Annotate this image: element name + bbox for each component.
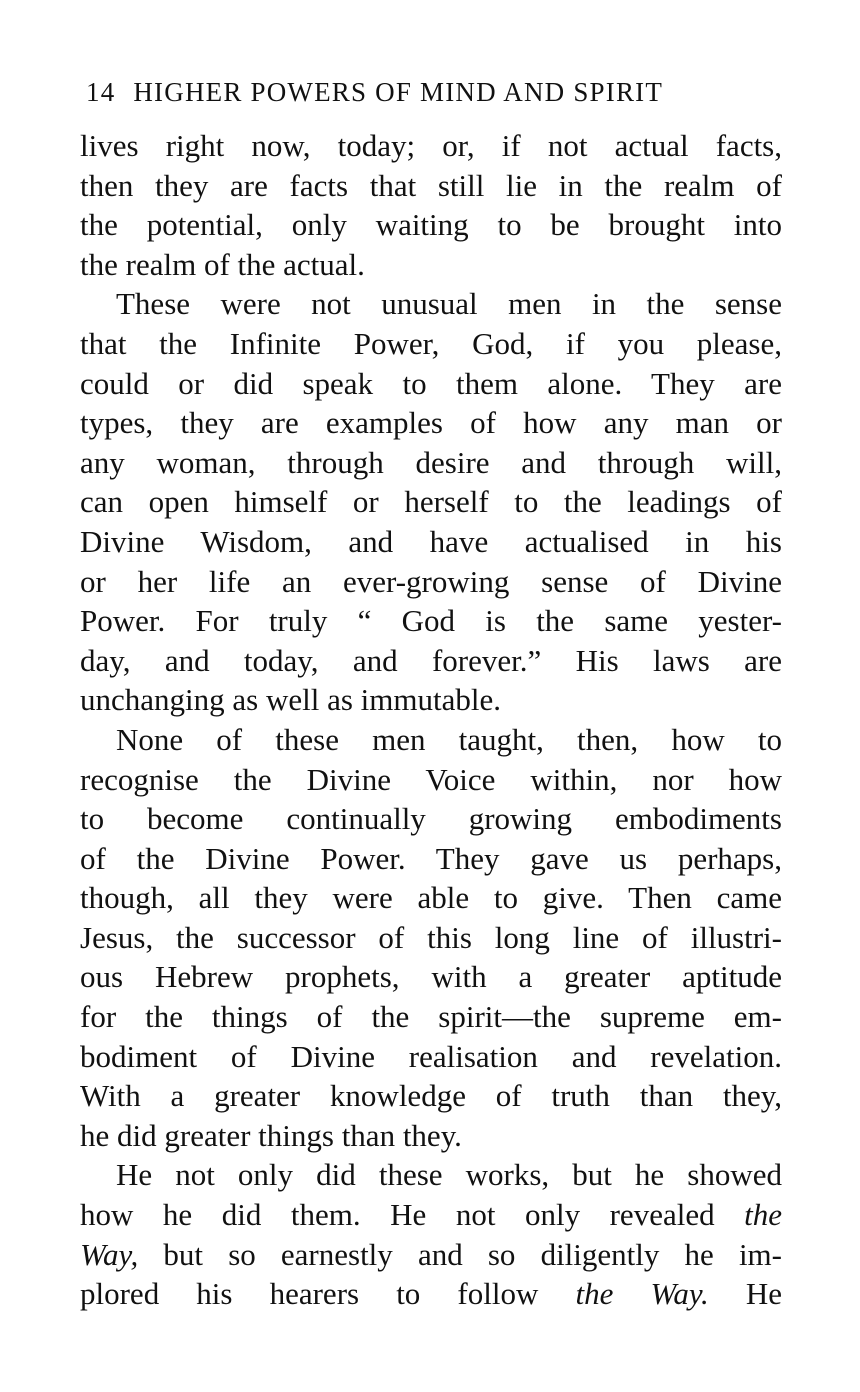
italic-text: Way, bbox=[80, 1236, 139, 1272]
text-line: any woman, through desire and through will, bbox=[80, 444, 782, 480]
text-line: for the things of the spirit—the supreme em- bbox=[80, 999, 782, 1035]
text-line: None of these men taught, then, how to bbox=[116, 721, 782, 757]
running-head bbox=[86, 74, 776, 110]
italic-text: the Way. bbox=[575, 1276, 709, 1312]
text-line: With a greater knowledge of truth than they, bbox=[80, 1078, 782, 1114]
text-line: to become continually growing embodiments bbox=[80, 801, 782, 837]
text-line: types, they are examples of how any man or bbox=[80, 405, 782, 441]
text-line: can open himself or herself to the leadings of bbox=[80, 484, 782, 520]
text-line: of the Divine Power. They gave us perhaps, bbox=[80, 840, 782, 876]
text-line: the realm of the actual. bbox=[80, 246, 365, 282]
text-line: unchanging as well as immutable. bbox=[80, 682, 501, 718]
text-line: then they are facts that still lie in the realm of bbox=[80, 167, 782, 203]
text-line bbox=[80, 1195, 782, 1235]
text-line: day, and today, and forever.” His laws are bbox=[80, 642, 782, 678]
text-line: Power. For truly “ God is the same yester- bbox=[80, 603, 782, 639]
text-line: could or did speak to them alone. They are bbox=[80, 365, 782, 401]
text-line: ous Hebrew prophets, with a greater aptitude bbox=[80, 959, 782, 995]
text-line: Divine Wisdom, and have actualised in his bbox=[80, 523, 782, 559]
text-run: plored his hearers to follow bbox=[80, 1276, 576, 1312]
text-line: lives right now, today; or, if not actual facts, bbox=[80, 128, 782, 163]
text-line bbox=[80, 1274, 782, 1314]
text-line: or her life an ever-growing sense of Divine bbox=[80, 563, 782, 599]
text-line: He not only did these works, but he showed bbox=[116, 1157, 782, 1193]
body-text bbox=[80, 126, 782, 1314]
text-line: that the Infinite Power, God, if you please, bbox=[80, 325, 782, 361]
text-run: how he did them. He not only revealed bbox=[80, 1197, 745, 1233]
text-line: recognise the Divine Voice within, nor how bbox=[80, 761, 782, 797]
running-title: HIGHER POWERS OF MIND AND SPIRIT bbox=[133, 77, 664, 107]
text-line: the potential, only waiting to be brought into bbox=[80, 207, 782, 243]
page-number: 14 bbox=[86, 77, 116, 107]
text-run: He bbox=[708, 1276, 782, 1312]
italic-text: the bbox=[744, 1197, 782, 1233]
text-line: he did greater things than they. bbox=[80, 1117, 462, 1153]
text-run: but so earnestly and so diligently he im- bbox=[138, 1236, 782, 1272]
text-line bbox=[80, 1235, 782, 1275]
text-line: though, all they were able to give. Then came bbox=[80, 880, 782, 916]
text-line: Jesus, the successor of this long line of illustri- bbox=[80, 919, 782, 955]
text-line: bodiment of Divine realisation and revelation. bbox=[80, 1038, 782, 1074]
text-line: These were not unusual men in the sense bbox=[116, 286, 782, 322]
